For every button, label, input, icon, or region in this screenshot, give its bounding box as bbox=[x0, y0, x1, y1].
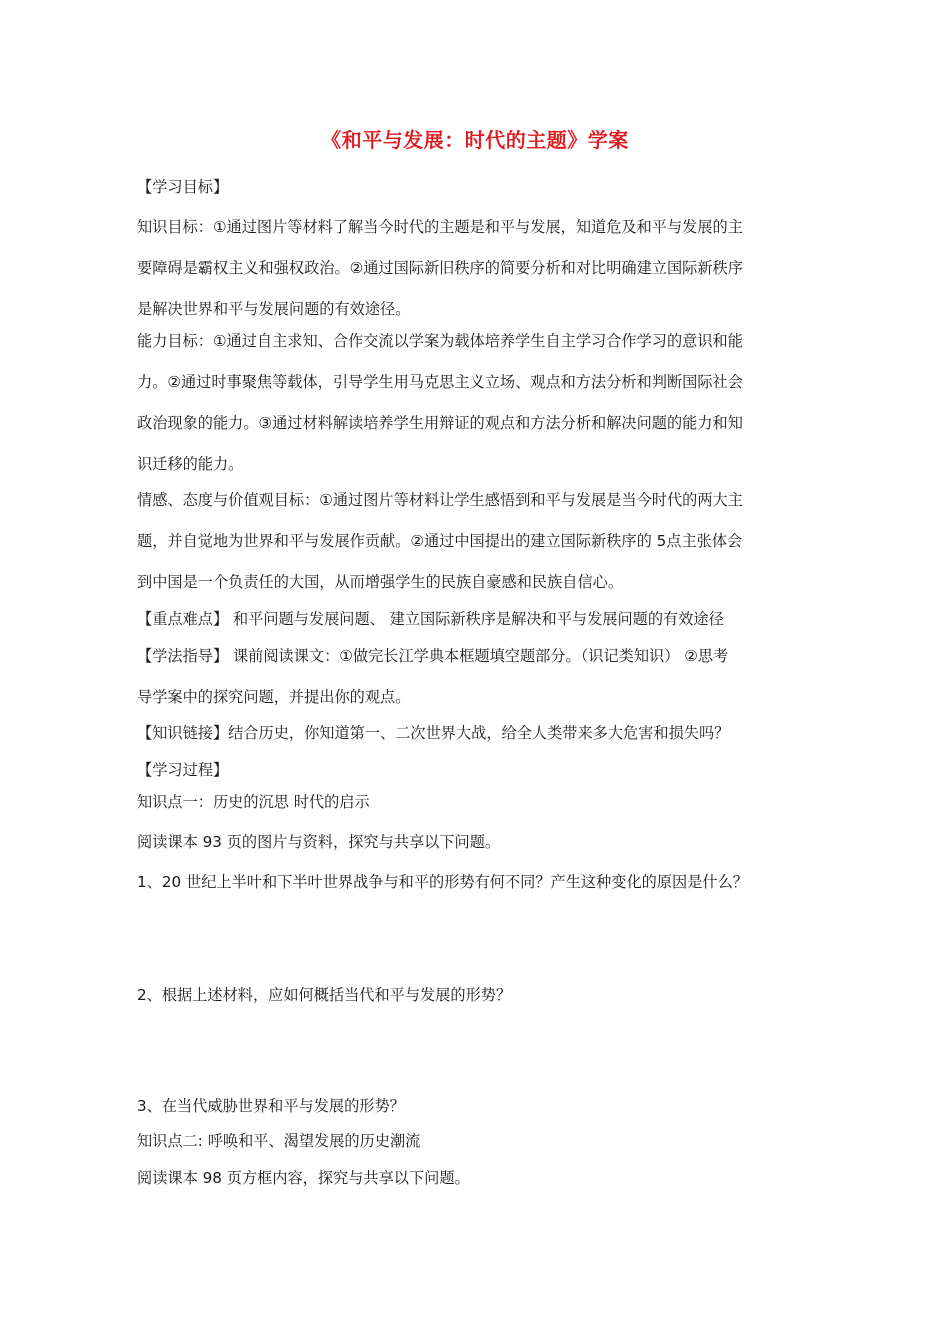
question-1: 1、20 世纪上半叶和下半叶世界战争与和平的形势有何不同？产生这种变化的原因是什么？ bbox=[137, 873, 748, 891]
question-2: 2、根据上述材料，应如何概括当代和平与发展的形势？ bbox=[137, 986, 512, 1004]
document-title: 《和平与发展：时代的主题》学案 bbox=[321, 128, 629, 152]
paragraph-line: 到中国是一个负责任的大国，从而增强学生的民族自豪感和民族自信心。 bbox=[137, 573, 623, 591]
question-3: 3、在当代威胁世界和平与发展的形势？ bbox=[137, 1097, 405, 1115]
knowledge-point-one: 知识点一：历史的沉思 时代的启示 bbox=[137, 793, 370, 811]
paragraph-line: 导学案中的探究问题，并提出你的观点。 bbox=[137, 688, 411, 706]
reading-instruction: 阅读课本 98 页方框内容，探究与共享以下问题。 bbox=[137, 1169, 470, 1187]
paragraph-line: 题，并自觉地为世界和平与发展作贡献。②通过中国提出的建立国际新秩序的 5点主张体会 bbox=[137, 532, 743, 550]
paragraph-line: 力。②通过时事聚焦等载体，引导学生用马克思主义立场、观点和方法分析和判断国际社会 bbox=[137, 373, 743, 391]
paragraph-line: 是解决世界和平与发展问题的有效途径。 bbox=[137, 300, 411, 318]
paragraph-line: 要障碍是霸权主义和强权政治。②通过国际新旧秩序的简要分析和对比明确建立国际新秩序 bbox=[137, 259, 743, 277]
reading-instruction: 阅读课本 93 页的图片与资料，探究与共享以下问题。 bbox=[137, 833, 501, 851]
heading-knowledge-link: 【知识链接】结合历史，你知道第一、二次世界大战，给全人类带来多大危害和损失吗？ bbox=[137, 724, 730, 742]
paragraph-line: 政治现象的能力。③通过材料解读培养学生用辩证的观点和方法分析和解决问题的能力和知 bbox=[137, 414, 743, 432]
heading-learning-process: 【学习过程】 bbox=[137, 761, 229, 779]
paragraph-line: 识迁移的能力。 bbox=[137, 455, 244, 473]
paragraph-line: 知识目标：①通过图片等材料了解当今时代的主题是和平与发展，知道危及和平与发展的主 bbox=[137, 218, 743, 236]
paragraph-line: 情感、态度与价值观目标：①通过图片等材料让学生感悟到和平与发展是当今时代的两大主 bbox=[137, 491, 743, 509]
heading-study-method: 【学法指导】 课前阅读课文：①做完长江学典本框题填空题部分。（识记类知识） ②思考 bbox=[137, 647, 729, 665]
paragraph-line: 能力目标：①通过自主求知、合作交流以学案为载体培养学生自主学习合作学习的意识和能 bbox=[137, 332, 743, 350]
heading-key-points: 【重点难点】 和平问题与发展问题、 建立国际新秩序是解决和平与发展问题的有效途径 bbox=[137, 610, 724, 628]
heading-learning-goals: 【学习目标】 bbox=[137, 178, 229, 196]
knowledge-point-two: 知识点二: 呼唤和平、渴望发展的历史潮流 bbox=[137, 1132, 421, 1150]
